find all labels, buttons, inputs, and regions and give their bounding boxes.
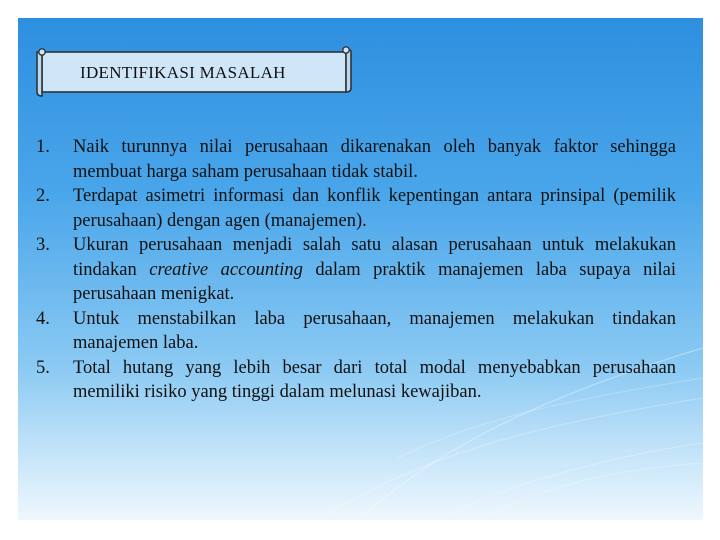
italic-term: creative accounting — [149, 259, 303, 280]
list-item-4 — [36, 307, 676, 356]
list-item-text: Total hutang yang lebih besar dari total modal menyebabkan perusahaan memiliki risiko yang tinggi dalam melunasi kewajiban. — [73, 357, 676, 402]
list-item-text-after: dalam praktik manajemen laba supaya nilai perusahaan menigkat. — [73, 259, 677, 304]
list-item-1 — [36, 135, 676, 184]
title-banner — [34, 46, 354, 98]
list-number: 3. — [36, 235, 50, 255]
list-item-text-before: Ukuran perusahaan menjadi salah satu alasan perusahaan untuk melakukan tindakan — [73, 235, 676, 280]
list-item-text: Terdapat asimetri informasi dan konflik kepentingan antara prinsipal (pemilik perusahaan) dengan agen (manajemen). — [73, 186, 676, 231]
list-item-5 — [36, 356, 676, 405]
list-number: 5. — [36, 357, 50, 378]
slide-panel — [18, 18, 703, 520]
list-number: 2. — [36, 186, 50, 206]
list-item-text: Naik turunnya nilai perusahaan dikarenakan oleh banyak faktor sehingga membuat harga saham perusahaan tidak stabil. — [73, 137, 676, 182]
list-item-text: Untuk menstabilkan laba perusahaan, manajemen melakukan tindakan manajemen laba. — [73, 308, 676, 353]
slide-title: IDENTIFIKASI MASALAH — [80, 63, 286, 82]
problem-list — [36, 135, 676, 405]
list-item-3 — [36, 233, 676, 307]
list-number: 1. — [36, 137, 50, 157]
list-item-2 — [36, 184, 676, 233]
list-number: 4. — [36, 308, 50, 329]
list-item-text — [73, 235, 676, 304]
